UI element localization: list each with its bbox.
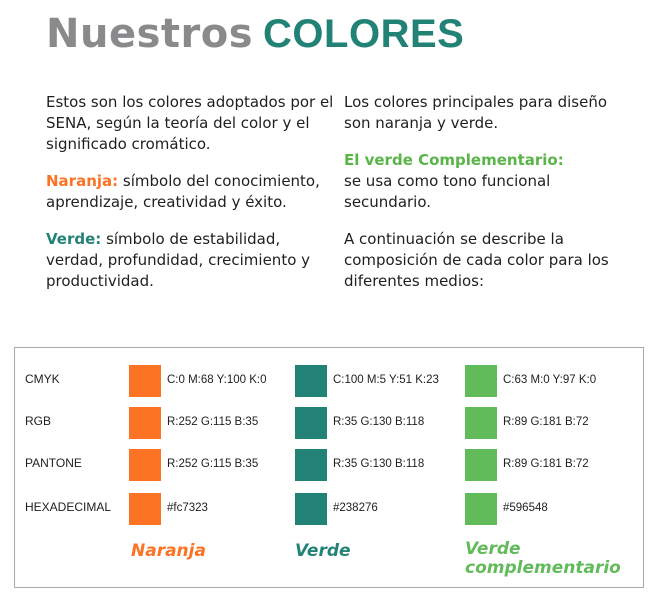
verde-rgb-value: R:35 G:130 B:118: [333, 416, 425, 428]
naranja-hex-value: #fc7323: [167, 502, 208, 514]
swatch-naranja-pantone: [129, 449, 161, 481]
swatch-verde-cmyk: [295, 365, 327, 397]
complementario-paragraph: [344, 150, 624, 213]
color-table: [14, 347, 644, 588]
verde-hex-value: #238276: [333, 502, 378, 514]
column-name-naranja: Naranja: [131, 541, 206, 561]
verde-text: símbolo de estabilidad, verdad, profundidad, crecimiento y productividad.: [46, 230, 311, 290]
swatch-verde-rgb: [295, 407, 327, 439]
swatch-verde-pantone: [295, 449, 327, 481]
swatch-complementario-hex: [465, 493, 497, 525]
principales-paragraph: Los colores principales para diseño son naranja y verde.: [344, 93, 607, 132]
right-column: [344, 92, 624, 308]
title-nuestros: Nuestros: [46, 11, 254, 57]
column-name-verde-complementario-line1: Verde: [465, 539, 521, 559]
complementario-rgb-value: R:89 G:181 B:72: [503, 416, 589, 428]
row-label-pantone: PANTONE: [25, 456, 82, 470]
swatch-complementario-rgb: [465, 407, 497, 439]
complementario-text: se usa como tono funcional secundario.: [344, 172, 551, 211]
column-name-verde-complementario-line2: complementario: [465, 558, 621, 578]
naranja-label: Naranja:: [46, 172, 119, 190]
naranja-text: símbolo del conocimiento, aprendizaje, creatividad y éxito.: [46, 172, 320, 211]
row-label-cmyk: CMYK: [25, 372, 60, 386]
column-name-verde: Verde: [295, 541, 351, 561]
intro-paragraph: Estos son los colores adoptados por el SENA, según la teoría del color y el significado cromático.: [46, 93, 334, 153]
naranja-rgb-value: R:252 G:115 B:35: [167, 416, 259, 428]
complementario-label: El verde Complementario:: [344, 151, 564, 169]
naranja-paragraph: [46, 171, 338, 213]
row-label-hexadecimal: HEXADECIMAL: [25, 500, 112, 514]
row-label-rgb: RGB: [25, 414, 52, 428]
column-name-verde-complementario: [465, 540, 621, 578]
verde-paragraph: [46, 229, 338, 292]
complementario-cmyk-value: C:63 M:0 Y:97 K:0: [503, 374, 597, 386]
swatch-complementario-pantone: [465, 449, 497, 481]
swatch-complementario-cmyk: [465, 365, 497, 397]
left-column: [46, 92, 338, 308]
page-title: [46, 11, 465, 57]
verde-cmyk-value: C:100 M:5 Y:51 K:23: [333, 374, 439, 386]
swatch-verde-hex: [295, 493, 327, 525]
naranja-pantone-value: R:252 G:115 B:35: [167, 458, 259, 470]
swatch-naranja-rgb: [129, 407, 161, 439]
swatch-naranja-cmyk: [129, 365, 161, 397]
naranja-cmyk-value: C:0 M:68 Y:100 K:0: [167, 374, 267, 386]
title-colores: COLORES: [263, 12, 465, 56]
verde-label: Verde:: [46, 230, 102, 248]
continuacion-paragraph: A continuación se describe la composición de cada color para los diferentes medios:: [344, 230, 609, 290]
swatch-naranja-hex: [129, 493, 161, 525]
complementario-hex-value: #596548: [503, 502, 548, 514]
complementario-pantone-value: R:89 G:181 B:72: [503, 458, 589, 470]
verde-pantone-value: R:35 G:130 B:118: [333, 458, 425, 470]
